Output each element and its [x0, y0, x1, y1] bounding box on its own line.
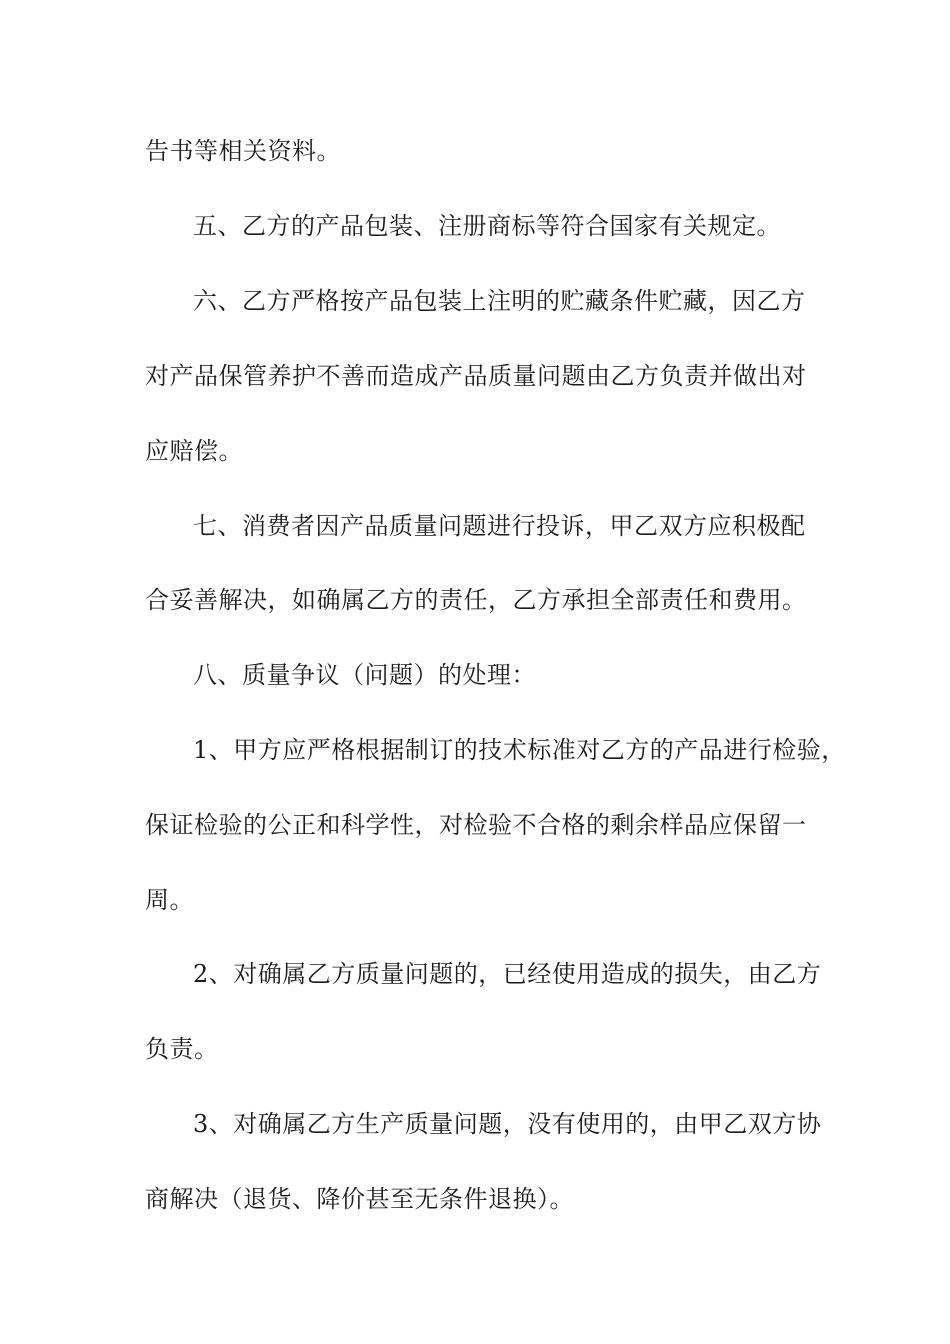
text-line: 应赔偿。 [145, 437, 243, 465]
text-line: 2、对确属乙方质量问题的，已经使用造成的损失，由乙方 [193, 960, 822, 988]
text-line: 负责。 [145, 1035, 219, 1063]
text-line: 3、对确属乙方生产质量问题，没有使用的，由甲乙双方协 [193, 1110, 822, 1138]
text-line: 七、消费者因产品质量问题进行投诉，甲乙双方应积极配 [193, 512, 806, 540]
text-line: 对产品保管养护不善而造成产品质量问题由乙方负责并做出对 [145, 362, 807, 390]
text-line: 五、乙方的产品包装、注册商标等符合国家有关规定。 [193, 212, 781, 240]
text-line: 周。 [145, 886, 194, 914]
text-line: 八、质量争议（问题）的处理： [193, 661, 536, 689]
text-line: 六、乙方严格按产品包装上注明的贮藏条件贮藏，因乙方 [193, 287, 806, 315]
text-line: 告书等相关资料。 [145, 137, 341, 165]
text-line: 商解决（退货、降价甚至无条件退换）。 [145, 1185, 574, 1213]
text-line: 合妥善解决，如确属乙方的责任，乙方承担全部责任和费用。 [145, 586, 807, 614]
text-line: 1、甲方应严格根据制订的技术标准对乙方的产品进行检验， [193, 736, 846, 764]
text-line: 保证检验的公正和科学性，对检验不合格的剩余样品应保留一 [145, 811, 807, 839]
